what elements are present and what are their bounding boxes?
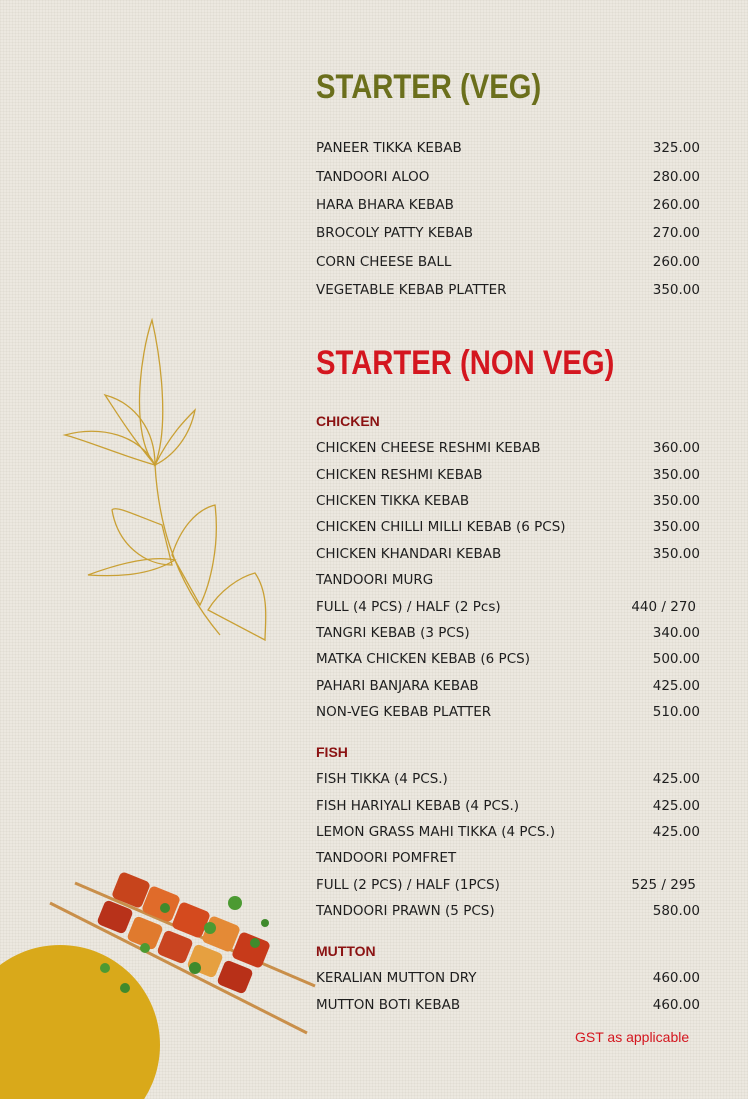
menu-item-price: 260.00 xyxy=(652,196,700,213)
menu-item-price: 460.00 xyxy=(652,970,700,987)
menu-item-row xyxy=(316,162,700,190)
menu-item-row xyxy=(316,435,700,461)
chicken-category-heading: CHICKEN xyxy=(316,413,380,429)
menu-item-row xyxy=(316,461,700,487)
gst-note: GST as applicable xyxy=(575,1029,690,1045)
menu-item-row xyxy=(316,276,700,304)
menu-item-price: 350.00 xyxy=(652,466,700,483)
menu-item-row xyxy=(316,819,700,845)
menu-item-name: BROCOLY PATTY KEBAB xyxy=(316,225,473,242)
veg-section-title: STARTER (VEG) xyxy=(316,68,542,106)
menu-item-name: FISH TIKKA (4 PCS.) xyxy=(316,771,448,788)
menu-item-name: CHICKEN CHEESE RESHMI KEBAB xyxy=(316,440,541,457)
menu-item-price: 325.00 xyxy=(652,140,700,157)
menu-item-row xyxy=(316,488,700,514)
menu-item-name: FISH HARIYALI KEBAB (4 PCS.) xyxy=(316,797,520,814)
menu-item-price: 360.00 xyxy=(652,440,700,457)
menu-item-row xyxy=(316,620,700,646)
menu-item-row xyxy=(316,514,700,540)
menu-item-price: 580.00 xyxy=(652,903,700,920)
menu-item-row xyxy=(316,673,700,699)
menu-item-name: TANDOORI PRAWN (5 PCS) xyxy=(316,903,495,920)
menu-item-price: 350.00 xyxy=(652,545,700,562)
menu-item-row xyxy=(316,898,700,924)
menu-item-row xyxy=(316,872,700,898)
menu-item-name: CHICKEN TIKKA KEBAB xyxy=(316,492,470,509)
menu-item-price: 425.00 xyxy=(652,677,700,694)
menu-item-price: 350.00 xyxy=(652,282,700,299)
menu-item-row xyxy=(316,991,700,1017)
menu-item-price: 500.00 xyxy=(652,651,700,668)
menu-item-row xyxy=(316,191,700,219)
menu-item-name: NON-VEG KEBAB PLATTER xyxy=(316,704,492,721)
menu-item-row xyxy=(316,699,700,725)
menu-item-name: TANDOORI MURG xyxy=(316,572,434,589)
menu-item-row xyxy=(316,965,700,991)
menu-item-row xyxy=(316,646,700,672)
menu-item-name: FULL (2 PCS) / HALF (1PCS) xyxy=(316,876,500,893)
nonveg-section-title: STARTER (NON VEG) xyxy=(316,344,615,382)
menu-item-name: CHICKEN KHANDARI KEBAB xyxy=(316,545,502,562)
menu-item-price: 460.00 xyxy=(652,996,700,1013)
menu-item-price: 425.00 xyxy=(652,771,700,788)
menu-item-price: 260.00 xyxy=(652,253,700,270)
kebab-skewer-image xyxy=(45,868,320,1038)
menu-item-name: PAHARI BANJARA KEBAB xyxy=(316,677,479,694)
menu-item-name: TANDOORI ALOO xyxy=(316,168,430,185)
menu-item-price: 510.00 xyxy=(652,704,700,721)
menu-item-row xyxy=(316,134,700,162)
menu-item-price: 440 / 270 xyxy=(631,598,696,615)
menu-item-name: KERALIAN MUTTON DRY xyxy=(316,970,477,987)
fish-category-heading: FISH xyxy=(316,744,348,760)
menu-item-name: MUTTON BOTI KEBAB xyxy=(316,996,461,1013)
menu-item-price: 270.00 xyxy=(652,225,700,242)
menu-item-name: CORN CHEESE BALL xyxy=(316,253,452,270)
menu-item-price: 350.00 xyxy=(652,492,700,509)
menu-item-row xyxy=(316,541,700,567)
menu-item-name: CHICKEN CHILLI MILLI KEBAB (6 PCS) xyxy=(316,519,566,536)
menu-item-price: 425.00 xyxy=(652,797,700,814)
menu-item-name: PANEER TIKKA KEBAB xyxy=(316,140,462,157)
fish-item-list xyxy=(316,766,700,924)
menu-item-row xyxy=(316,248,700,276)
menu-item-price: 340.00 xyxy=(652,624,700,641)
menu-item-name: LEMON GRASS MAHI TIKKA (4 PCS.) xyxy=(316,823,556,840)
menu-item-row xyxy=(316,845,700,871)
leaf-illustration xyxy=(60,315,290,645)
menu-item-name: TANGRI KEBAB (3 PCS) xyxy=(316,624,470,641)
menu-item-price: 350.00 xyxy=(652,519,700,536)
menu-item-name: CHICKEN RESHMI KEBAB xyxy=(316,466,483,483)
menu-item-name: HARA BHARA KEBAB xyxy=(316,196,454,213)
menu-item-name: FULL (4 PCS) / HALF (2 Pcs) xyxy=(316,598,501,615)
menu-item-row xyxy=(316,567,700,593)
menu-item-name: TANDOORI POMFRET xyxy=(316,850,457,867)
menu-item-name: MATKA CHICKEN KEBAB (6 PCS) xyxy=(316,651,530,668)
menu-item-row xyxy=(316,766,700,792)
menu-item-name: VEGETABLE KEBAB PLATTER xyxy=(316,282,507,299)
veg-item-list xyxy=(316,134,700,304)
menu-item-row xyxy=(316,792,700,818)
menu-item-price: 525 / 295 xyxy=(631,876,696,893)
menu-item-price: 425.00 xyxy=(652,823,700,840)
mutton-category-heading: MUTTON xyxy=(316,943,376,959)
menu-item-price: 280.00 xyxy=(652,168,700,185)
mutton-item-list xyxy=(316,965,700,1018)
menu-item-row xyxy=(316,593,700,619)
menu-item-row xyxy=(316,219,700,247)
chicken-item-list xyxy=(316,435,700,725)
